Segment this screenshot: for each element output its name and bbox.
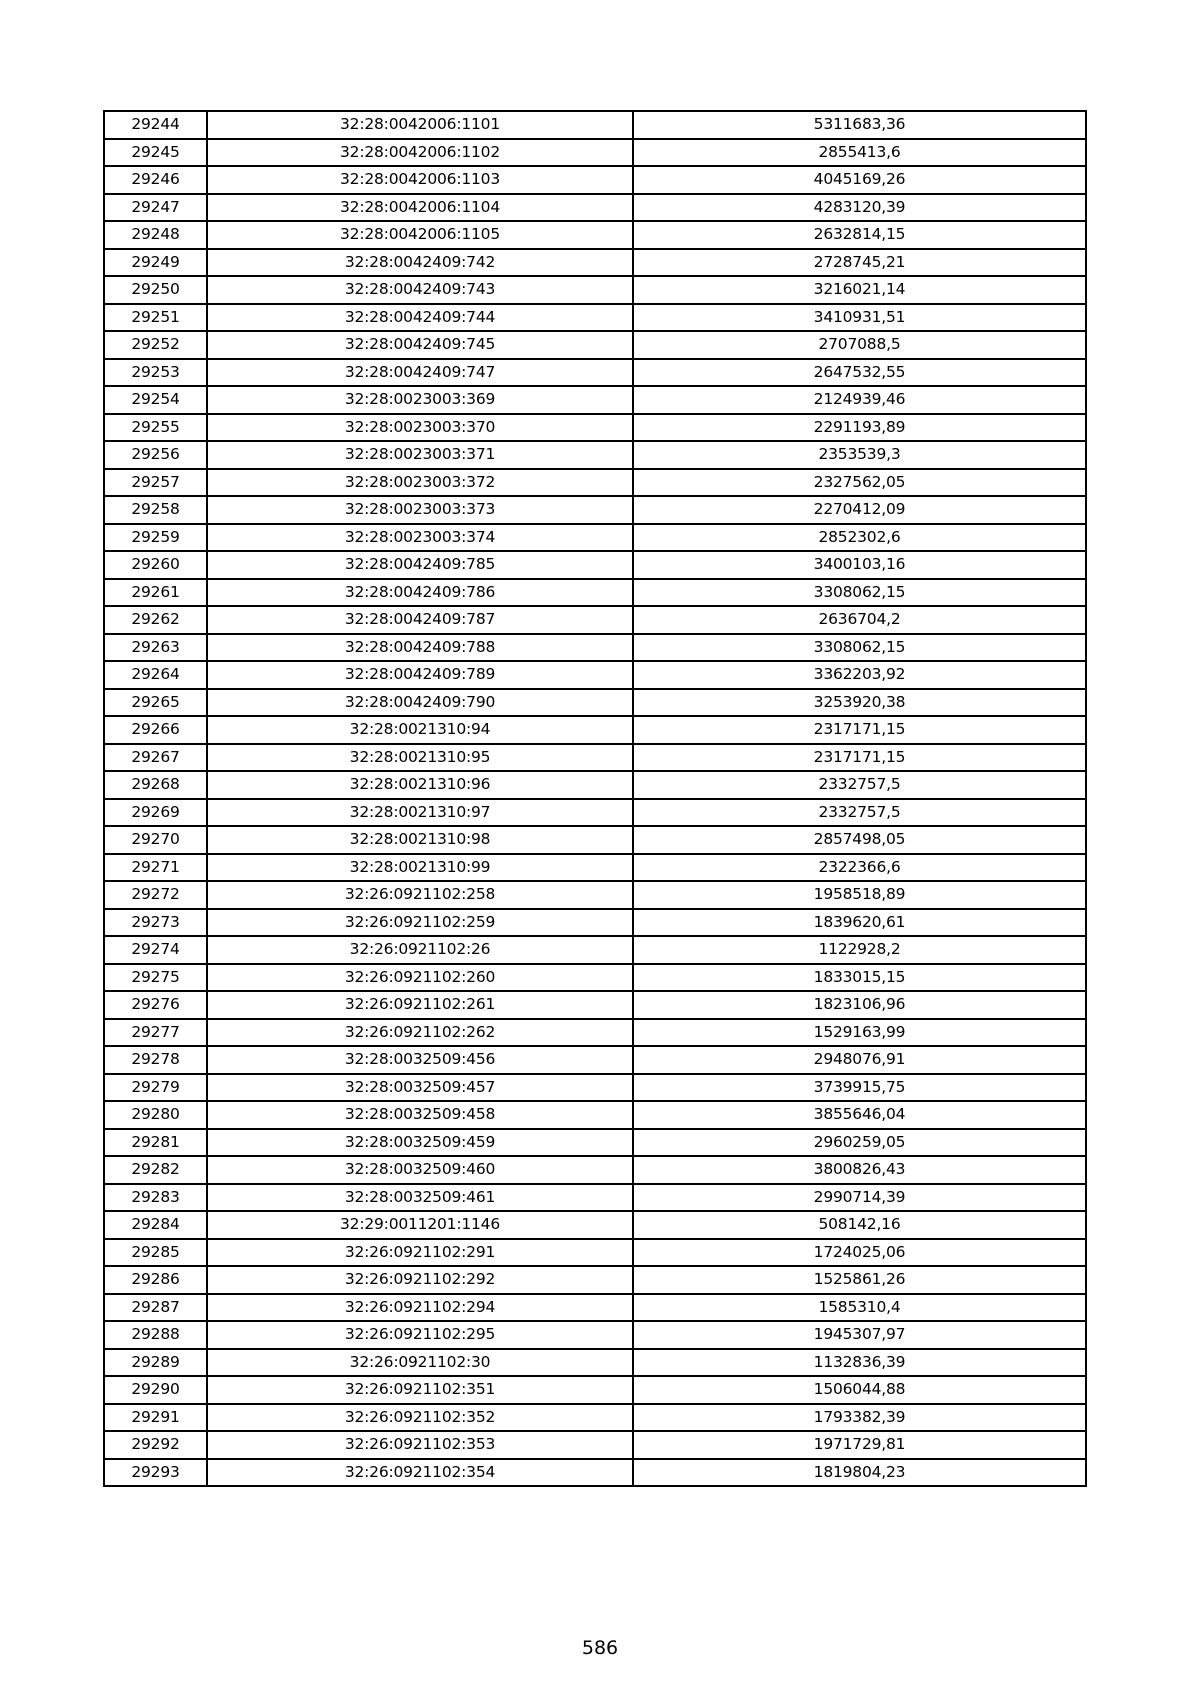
row-number-cell: 29258	[104, 496, 207, 524]
cadastral-number-cell: 32:28:0032509:459	[207, 1129, 633, 1157]
table-row	[104, 249, 1086, 277]
cadastral-number-cell: 32:28:0021310:97	[207, 799, 633, 827]
value-cell: 1793382,39	[633, 1404, 1086, 1432]
value-cell: 2990714,39	[633, 1184, 1086, 1212]
cadastral-number-cell: 32:26:0921102:259	[207, 909, 633, 937]
table-row	[104, 991, 1086, 1019]
table-row	[104, 551, 1086, 579]
table-row	[104, 799, 1086, 827]
cadastral-number-cell: 32:26:0921102:291	[207, 1239, 633, 1267]
cadastral-number-cell: 32:28:0021310:95	[207, 744, 633, 772]
value-cell: 2327562,05	[633, 469, 1086, 497]
row-number-cell: 29257	[104, 469, 207, 497]
table-row	[104, 661, 1086, 689]
cadastral-number-cell: 32:26:0921102:292	[207, 1266, 633, 1294]
row-number-cell: 29271	[104, 854, 207, 882]
value-cell: 3253920,38	[633, 689, 1086, 717]
table-row	[104, 414, 1086, 442]
cadastral-number-cell: 32:26:0921102:352	[207, 1404, 633, 1432]
table-row	[104, 606, 1086, 634]
table-row	[104, 194, 1086, 222]
table-row	[104, 909, 1086, 937]
value-cell: 1833015,15	[633, 964, 1086, 992]
cadastral-number-cell: 32:28:0032509:461	[207, 1184, 633, 1212]
cadastral-number-cell: 32:26:0921102:30	[207, 1349, 633, 1377]
row-number-cell: 29248	[104, 221, 207, 249]
cadastral-number-cell: 32:28:0023003:370	[207, 414, 633, 442]
row-number-cell: 29277	[104, 1019, 207, 1047]
value-cell: 2317171,15	[633, 716, 1086, 744]
row-number-cell: 29288	[104, 1321, 207, 1349]
value-cell: 1971729,81	[633, 1431, 1086, 1459]
row-number-cell: 29264	[104, 661, 207, 689]
page-number: 586	[581, 1637, 619, 1659]
value-cell: 2707088,5	[633, 331, 1086, 359]
table-row	[104, 1459, 1086, 1487]
table-row	[104, 304, 1086, 332]
value-cell: 3410931,51	[633, 304, 1086, 332]
cadastral-number-cell: 32:28:0042006:1104	[207, 194, 633, 222]
value-cell: 508142,16	[633, 1211, 1086, 1239]
row-number-cell: 29254	[104, 386, 207, 414]
table-row	[104, 1349, 1086, 1377]
value-cell: 1819804,23	[633, 1459, 1086, 1487]
table-row	[104, 331, 1086, 359]
value-cell: 1122928,2	[633, 936, 1086, 964]
cadastral-number-cell: 32:28:0021310:98	[207, 826, 633, 854]
table-row	[104, 716, 1086, 744]
row-number-cell: 29245	[104, 139, 207, 167]
row-number-cell: 29263	[104, 634, 207, 662]
row-number-cell: 29278	[104, 1046, 207, 1074]
table-row	[104, 634, 1086, 662]
cadastral-number-cell: 32:28:0042409:787	[207, 606, 633, 634]
value-cell: 5311683,36	[633, 111, 1086, 139]
table-row	[104, 1239, 1086, 1267]
table-row	[104, 359, 1086, 387]
value-cell: 2636704,2	[633, 606, 1086, 634]
value-cell: 2332757,5	[633, 799, 1086, 827]
table-row	[104, 139, 1086, 167]
cadastral-number-cell: 32:28:0032509:458	[207, 1101, 633, 1129]
table-row	[104, 276, 1086, 304]
cadastral-number-cell: 32:26:0921102:260	[207, 964, 633, 992]
cadastral-number-cell: 32:26:0921102:262	[207, 1019, 633, 1047]
cadastral-number-cell: 32:28:0042409:788	[207, 634, 633, 662]
table-row	[104, 1294, 1086, 1322]
value-cell: 1724025,06	[633, 1239, 1086, 1267]
row-number-cell: 29283	[104, 1184, 207, 1212]
row-number-cell: 29256	[104, 441, 207, 469]
cadastral-number-cell: 32:28:0023003:369	[207, 386, 633, 414]
table-row	[104, 111, 1086, 139]
row-number-cell: 29270	[104, 826, 207, 854]
value-cell: 2632814,15	[633, 221, 1086, 249]
row-number-cell: 29290	[104, 1376, 207, 1404]
value-cell: 1958518,89	[633, 881, 1086, 909]
value-cell: 3739915,75	[633, 1074, 1086, 1102]
cadastral-number-cell: 32:28:0023003:374	[207, 524, 633, 552]
row-number-cell: 29285	[104, 1239, 207, 1267]
row-number-cell: 29272	[104, 881, 207, 909]
row-number-cell: 29244	[104, 111, 207, 139]
table-row	[104, 826, 1086, 854]
value-cell: 2855413,6	[633, 139, 1086, 167]
value-cell: 2353539,3	[633, 441, 1086, 469]
table-row	[104, 1431, 1086, 1459]
table-body	[104, 111, 1086, 1486]
table-row	[104, 441, 1086, 469]
row-number-cell: 29269	[104, 799, 207, 827]
cadastral-number-cell: 32:28:0023003:371	[207, 441, 633, 469]
value-cell: 2124939,46	[633, 386, 1086, 414]
table-row	[104, 496, 1086, 524]
cadastral-number-cell: 32:28:0021310:96	[207, 771, 633, 799]
value-cell: 2322366,6	[633, 854, 1086, 882]
cadastral-number-cell: 32:28:0042409:789	[207, 661, 633, 689]
value-cell: 4045169,26	[633, 166, 1086, 194]
row-number-cell: 29289	[104, 1349, 207, 1377]
cadastral-number-cell: 32:26:0921102:261	[207, 991, 633, 1019]
value-cell: 3216021,14	[633, 276, 1086, 304]
cadastral-number-cell: 32:28:0042409:745	[207, 331, 633, 359]
table-row	[104, 1184, 1086, 1212]
row-number-cell: 29249	[104, 249, 207, 277]
row-number-cell: 29275	[104, 964, 207, 992]
value-cell: 2647532,55	[633, 359, 1086, 387]
value-cell: 1525861,26	[633, 1266, 1086, 1294]
row-number-cell: 29274	[104, 936, 207, 964]
value-cell: 2332757,5	[633, 771, 1086, 799]
row-number-cell: 29252	[104, 331, 207, 359]
cadastral-number-cell: 32:26:0921102:26	[207, 936, 633, 964]
table-row	[104, 936, 1086, 964]
table-row	[104, 854, 1086, 882]
value-cell: 2857498,05	[633, 826, 1086, 854]
cadastral-number-cell: 32:28:0021310:99	[207, 854, 633, 882]
row-number-cell: 29282	[104, 1156, 207, 1184]
table-row	[104, 1129, 1086, 1157]
cadastral-number-cell: 32:28:0021310:94	[207, 716, 633, 744]
table-row	[104, 881, 1086, 909]
row-number-cell: 29280	[104, 1101, 207, 1129]
table-row	[104, 1321, 1086, 1349]
value-cell: 3855646,04	[633, 1101, 1086, 1129]
row-number-cell: 29262	[104, 606, 207, 634]
row-number-cell: 29284	[104, 1211, 207, 1239]
cadastral-number-cell: 32:28:0042409:742	[207, 249, 633, 277]
cadastral-number-cell: 32:28:0032509:460	[207, 1156, 633, 1184]
row-number-cell: 29266	[104, 716, 207, 744]
value-cell: 4283120,39	[633, 194, 1086, 222]
value-cell: 3308062,15	[633, 579, 1086, 607]
table-row	[104, 964, 1086, 992]
table-row	[104, 579, 1086, 607]
row-number-cell: 29265	[104, 689, 207, 717]
table-row	[104, 1211, 1086, 1239]
cadastral-number-cell: 32:28:0042409:786	[207, 579, 633, 607]
value-cell: 1945307,97	[633, 1321, 1086, 1349]
table-row	[104, 1376, 1086, 1404]
value-cell: 2291193,89	[633, 414, 1086, 442]
row-number-cell: 29250	[104, 276, 207, 304]
cadastral-number-cell: 32:28:0042006:1105	[207, 221, 633, 249]
value-cell: 2948076,91	[633, 1046, 1086, 1074]
row-number-cell: 29267	[104, 744, 207, 772]
cadastral-number-cell: 32:28:0023003:373	[207, 496, 633, 524]
value-cell: 1823106,96	[633, 991, 1086, 1019]
cadastral-number-cell: 32:28:0042006:1103	[207, 166, 633, 194]
cadastral-number-cell: 32:29:0011201:1146	[207, 1211, 633, 1239]
table-row	[104, 689, 1086, 717]
row-number-cell: 29246	[104, 166, 207, 194]
table-row	[104, 771, 1086, 799]
table-row	[104, 166, 1086, 194]
cadastral-number-cell: 32:28:0032509:457	[207, 1074, 633, 1102]
value-cell: 3362203,92	[633, 661, 1086, 689]
row-number-cell: 29261	[104, 579, 207, 607]
row-number-cell: 29268	[104, 771, 207, 799]
table-row	[104, 386, 1086, 414]
cadastral-number-cell: 32:28:0042409:747	[207, 359, 633, 387]
value-cell: 2728745,21	[633, 249, 1086, 277]
cadastral-number-cell: 32:26:0921102:295	[207, 1321, 633, 1349]
cadastral-number-cell: 32:26:0921102:294	[207, 1294, 633, 1322]
cadastral-number-cell: 32:28:0042409:743	[207, 276, 633, 304]
cadastral-number-cell: 32:26:0921102:351	[207, 1376, 633, 1404]
row-number-cell: 29293	[104, 1459, 207, 1487]
row-number-cell: 29281	[104, 1129, 207, 1157]
value-cell: 2852302,6	[633, 524, 1086, 552]
row-number-cell: 29287	[104, 1294, 207, 1322]
cadastral-number-cell: 32:26:0921102:258	[207, 881, 633, 909]
row-number-cell: 29260	[104, 551, 207, 579]
value-cell: 2270412,09	[633, 496, 1086, 524]
table-row	[104, 1074, 1086, 1102]
row-number-cell: 29253	[104, 359, 207, 387]
value-cell: 2960259,05	[633, 1129, 1086, 1157]
row-number-cell: 29247	[104, 194, 207, 222]
table-row	[104, 1156, 1086, 1184]
row-number-cell: 29286	[104, 1266, 207, 1294]
cadastral-number-cell: 32:28:0042006:1102	[207, 139, 633, 167]
row-number-cell: 29255	[104, 414, 207, 442]
row-number-cell: 29251	[104, 304, 207, 332]
cadastral-number-cell: 32:26:0921102:354	[207, 1459, 633, 1487]
value-cell: 1839620,61	[633, 909, 1086, 937]
value-cell: 1529163,99	[633, 1019, 1086, 1047]
cadastral-number-cell: 32:28:0023003:372	[207, 469, 633, 497]
table-row	[104, 1019, 1086, 1047]
cadastral-number-cell: 32:28:0042409:744	[207, 304, 633, 332]
table-row	[104, 469, 1086, 497]
value-cell: 1585310,4	[633, 1294, 1086, 1322]
row-number-cell: 29292	[104, 1431, 207, 1459]
cadastral-number-cell: 32:28:0042006:1101	[207, 111, 633, 139]
row-number-cell: 29279	[104, 1074, 207, 1102]
row-number-cell: 29276	[104, 991, 207, 1019]
table-row	[104, 744, 1086, 772]
table-row	[104, 221, 1086, 249]
row-number-cell: 29291	[104, 1404, 207, 1432]
row-number-cell: 29273	[104, 909, 207, 937]
cadastral-number-cell: 32:28:0042409:790	[207, 689, 633, 717]
table-row	[104, 1266, 1086, 1294]
cadastral-value-table	[103, 110, 1087, 1487]
value-cell: 3308062,15	[633, 634, 1086, 662]
cadastral-number-cell: 32:28:0032509:456	[207, 1046, 633, 1074]
value-cell: 3400103,16	[633, 551, 1086, 579]
value-cell: 1132836,39	[633, 1349, 1086, 1377]
cadastral-number-cell: 32:28:0042409:785	[207, 551, 633, 579]
table-row	[104, 1046, 1086, 1074]
value-cell: 2317171,15	[633, 744, 1086, 772]
table-row	[104, 524, 1086, 552]
row-number-cell: 29259	[104, 524, 207, 552]
table-row	[104, 1101, 1086, 1129]
value-cell: 1506044,88	[633, 1376, 1086, 1404]
cadastral-number-cell: 32:26:0921102:353	[207, 1431, 633, 1459]
value-cell: 3800826,43	[633, 1156, 1086, 1184]
table-row	[104, 1404, 1086, 1432]
